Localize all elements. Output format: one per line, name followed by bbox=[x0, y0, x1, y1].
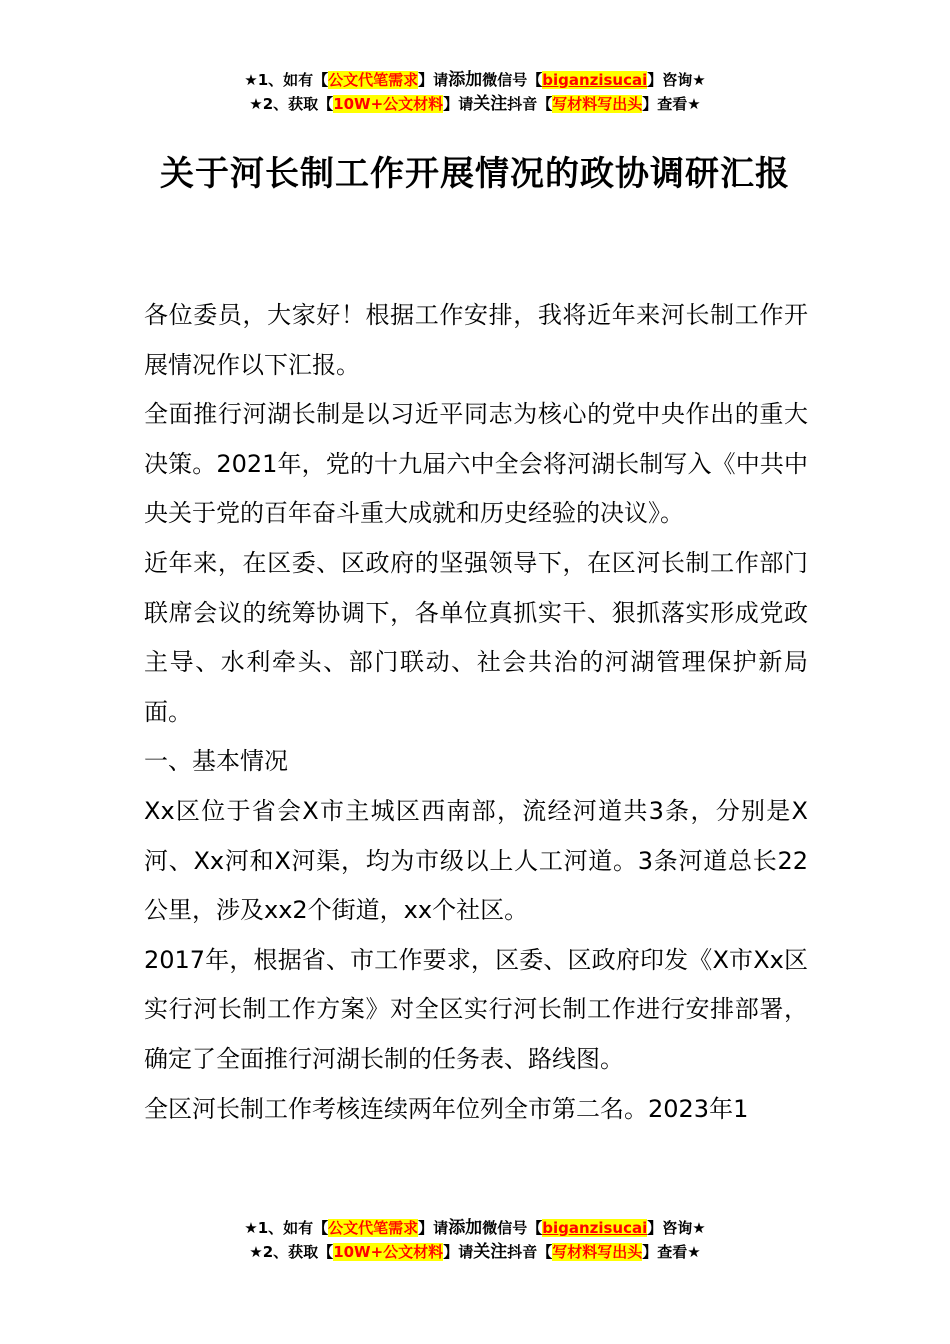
promo-text: 】咨询★ bbox=[647, 71, 706, 89]
paragraph: 全面推行河湖长制是以习近平同志为核心的党中央作出的重大决策。2021年，党的十九届六中全会将河湖长制写入《中共中央关于党的百年奋斗重大成就和历史经验的决议》。 bbox=[144, 400, 808, 528]
promo-highlight: 公文代笔需求 bbox=[328, 1219, 419, 1237]
promo-text: ★2、获取【 bbox=[249, 1243, 334, 1261]
promo-text: 】请 bbox=[443, 95, 474, 113]
promo-highlight: 10W+公文材料 bbox=[333, 95, 444, 113]
paragraph: 2017年，根据省、市工作要求，区委、区政府印发《X市Xx区实行河长制工作方案》对全区实行河长制工作进行安排部署，确定了全面推行河湖长制的任务表、路线图。 bbox=[144, 945, 808, 1073]
promo-text: 】请 bbox=[418, 1219, 449, 1237]
top-promo-banner bbox=[0, 68, 950, 116]
paragraph: 近年来，在区委、区政府的坚强领导下，在区河长制工作部门联席会议的统筹协调下，各单位真抓实干、狠抓落实形成党政主导、水利牵头、部门联动、社会共治的河湖管理保护新局面。 bbox=[144, 548, 808, 726]
promo-emphasis: 添加 bbox=[448, 70, 483, 90]
paragraph: Xx区位于省会X市主城区西南部，流经河道共3条，分别是X河、Xx河和X河渠，均为市级以上人工河道。3条河道总长22公里，涉及xx2个街道，xx个社区。 bbox=[144, 796, 808, 925]
document-body bbox=[144, 291, 808, 1134]
promo-line-1 bbox=[0, 68, 950, 92]
wechat-id-highlight: biganzisucai bbox=[542, 1219, 648, 1237]
promo-text: ★1、如有【 bbox=[244, 71, 329, 89]
douyin-id-highlight: 写材料写出头 bbox=[552, 95, 643, 113]
promo-line-2 bbox=[0, 1240, 950, 1264]
promo-text: 】咨询★ bbox=[647, 1219, 706, 1237]
document-title: 关于河长制工作开展情况的政协调研汇报 bbox=[160, 154, 790, 194]
promo-emphasis: 关注 bbox=[473, 1242, 508, 1262]
douyin-id-highlight: 写材料写出头 bbox=[552, 1243, 643, 1261]
promo-emphasis: 关注 bbox=[473, 94, 508, 114]
promo-line-1 bbox=[0, 1216, 950, 1240]
promo-text: 】查看★ bbox=[642, 1243, 701, 1261]
bottom-promo-banner bbox=[0, 1216, 950, 1264]
promo-text: 】查看★ bbox=[642, 95, 701, 113]
promo-text: 微信号【 bbox=[482, 1219, 543, 1237]
wechat-id-highlight: biganzisucai bbox=[542, 71, 648, 89]
promo-text: 】请 bbox=[418, 71, 449, 89]
promo-line-2 bbox=[0, 92, 950, 116]
paragraph: 全区河长制工作考核连续两年位列全市第二名。2023年1 bbox=[144, 1094, 749, 1123]
promo-highlight: 10W+公文材料 bbox=[333, 1243, 444, 1261]
promo-text: 抖音【 bbox=[507, 95, 553, 113]
promo-text: ★1、如有【 bbox=[244, 1219, 329, 1237]
promo-text: 抖音【 bbox=[507, 1243, 553, 1261]
promo-emphasis: 添加 bbox=[448, 1218, 483, 1238]
section-heading: 一、基本情况 bbox=[144, 747, 288, 776]
promo-highlight: 公文代笔需求 bbox=[328, 71, 419, 89]
promo-text: 微信号【 bbox=[482, 71, 543, 89]
promo-text: ★2、获取【 bbox=[249, 95, 334, 113]
paragraph: 各位委员，大家好！根据工作安排，我将近年来河长制工作开展情况作以下汇报。 bbox=[144, 301, 808, 379]
promo-text: 】请 bbox=[443, 1243, 474, 1261]
